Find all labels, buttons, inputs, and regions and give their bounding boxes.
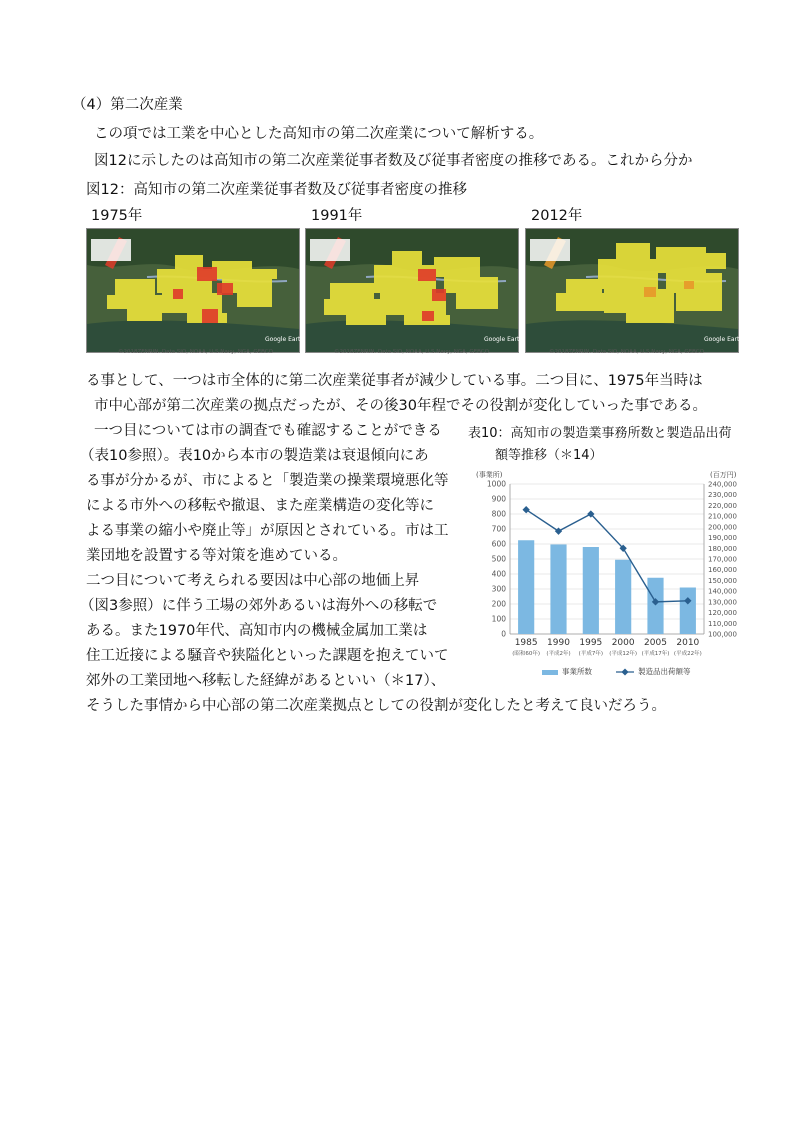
y-left-label: (事業所) bbox=[476, 471, 503, 479]
legend-label-line: 製造品出荷額等 bbox=[638, 667, 691, 676]
bar bbox=[550, 544, 566, 634]
legend-label-bar: 事業所数 bbox=[562, 667, 592, 676]
figure-caption: 図12：高知市の第二次産業従事者数及び従事者密度の推移 bbox=[86, 182, 467, 198]
data-point bbox=[555, 527, 562, 534]
x-tick-sublabel: (平成22年) bbox=[673, 651, 702, 657]
bar bbox=[583, 547, 599, 634]
body-line-7: よる事業の縮小や廃止等」が原因とされている。市は工 bbox=[86, 523, 449, 539]
body-line-4: （表10参照）。表10から本市の製造業は衰退傾向にあ bbox=[80, 448, 429, 464]
map-credit-2012: ©2018ZENRIN. Data SIO, NOAA, U.S.Navy, NGA, GEBCO bbox=[549, 349, 704, 355]
x-tick-sublabel: (平成2年) bbox=[546, 651, 571, 657]
map-watermark: Google Earth bbox=[265, 336, 305, 343]
x-tick-label: 1995 bbox=[579, 638, 603, 648]
y-left-tick-label: 600 bbox=[491, 539, 506, 549]
body-line-13: 郊外の工業団地へ移転した経緯があるといい（＊17）、 bbox=[86, 673, 446, 689]
map-panel-2012 bbox=[525, 228, 744, 353]
bar bbox=[680, 588, 696, 635]
body-line-9: 二つ目について考えられる要因は中心部の地価上昇 bbox=[86, 573, 420, 589]
y-left-tick-label: 300 bbox=[491, 584, 506, 594]
x-tick-label: 2000 bbox=[611, 638, 635, 648]
y-left-tick-label: 100 bbox=[491, 614, 506, 624]
table10-caption-1: 表10：高知市の製造業事務所数と製造品出荷 bbox=[468, 426, 732, 441]
map-credit-1975: ©2018ZENRIN. Data SIO, NOAA, U.S.Navy, NGA, GEBCO bbox=[118, 349, 273, 355]
legend-swatch-marker bbox=[621, 668, 628, 675]
y-right-tick-label: 110,000 bbox=[708, 619, 737, 628]
x-tick-label: 1985 bbox=[514, 638, 538, 648]
table10-caption-2: 額等推移（＊14） bbox=[495, 448, 603, 463]
body-line-1: る事として、一つは市全体的に第二次産業従事者が減少している事。二つ目に、1975年当時は bbox=[86, 373, 703, 389]
y-left-tick-label: 800 bbox=[491, 509, 506, 519]
body-line-8: 業団地を設置する等対策を進めている。 bbox=[86, 548, 347, 564]
panel-year-1991: 1991年 bbox=[311, 208, 363, 224]
panel-year-1975: 1975年 bbox=[91, 208, 143, 224]
body-line-10: （図3参照）に伴う工場の郊外あるいは海外への移転で bbox=[80, 598, 438, 614]
y-right-label: (百万円) bbox=[710, 471, 737, 479]
x-tick-sublabel: (平成7年) bbox=[578, 651, 603, 657]
y-right-tick-label: 130,000 bbox=[708, 598, 737, 607]
y-right-tick-label: 160,000 bbox=[708, 566, 737, 575]
map-panel-1991 bbox=[305, 228, 524, 353]
x-tick-sublabel: (平成12年) bbox=[609, 651, 638, 657]
y-left-tick-label: 400 bbox=[491, 569, 506, 579]
bar bbox=[647, 578, 663, 634]
y-right-tick-label: 120,000 bbox=[708, 609, 737, 618]
body-line-3: 一つ目については市の調査でも確認することができる bbox=[94, 423, 442, 439]
panel-year-2012: 2012年 bbox=[531, 208, 583, 224]
y-right-tick-label: 230,000 bbox=[708, 491, 737, 500]
y-left-tick-label: 900 bbox=[491, 494, 506, 504]
y-right-tick-label: 190,000 bbox=[708, 534, 737, 543]
x-tick-label: 2005 bbox=[644, 638, 667, 648]
body-line-11: ある。また1970年代、高知市内の機械金属加工業は bbox=[86, 623, 428, 639]
y-right-tick-label: 100,000 bbox=[708, 630, 737, 639]
y-right-tick-label: 220,000 bbox=[708, 501, 737, 510]
y-left-tick-label: 700 bbox=[491, 524, 506, 534]
map-watermark: Google Earth bbox=[484, 336, 524, 343]
body-line-2: 市中心部が第二次産業の拠点だったが、その後30年程でその役割が変化していった事である。 bbox=[94, 398, 707, 414]
body-line-14: そうした事情から中心部の第二次産業拠点としての役割が変化したと考えて良いだろう。 bbox=[86, 698, 666, 714]
y-right-tick-label: 240,000 bbox=[708, 480, 737, 489]
intro-line-2: 図12に示したのは高知市の第二次産業従事者数及び従事者密度の推移である。これから分か bbox=[94, 153, 693, 169]
bar bbox=[518, 540, 534, 634]
map-panel-1975 bbox=[86, 228, 305, 353]
y-right-tick-label: 140,000 bbox=[708, 587, 737, 596]
y-left-tick-label: 200 bbox=[491, 599, 506, 609]
intro-line-1: この項では工業を中心とした高知市の第二次産業について解析する。 bbox=[94, 126, 544, 142]
map-credit-1991: ©2018ZENRIN. Data SIO, NOAA, U.S.Navy, NGA, GEBCO bbox=[334, 349, 489, 355]
y-right-tick-label: 200,000 bbox=[708, 523, 737, 532]
bar bbox=[615, 560, 631, 634]
manufacturing-chart bbox=[470, 468, 750, 688]
y-right-tick-label: 180,000 bbox=[708, 544, 737, 553]
x-tick-sublabel: (平成17年) bbox=[641, 651, 670, 657]
body-line-12: 住工近接による騒音や狭隘化といった課題を抱えていて bbox=[86, 648, 449, 664]
x-tick-sublabel: (昭和60年) bbox=[512, 651, 541, 657]
body-line-6: による市外への移転や撤退、また産業構造の変化等に bbox=[86, 498, 434, 514]
y-right-tick-label: 210,000 bbox=[708, 512, 737, 521]
x-tick-label: 2010 bbox=[676, 638, 700, 648]
y-left-tick-label: 500 bbox=[491, 554, 506, 564]
data-point bbox=[522, 506, 529, 513]
y-right-tick-label: 150,000 bbox=[708, 576, 737, 585]
y-right-tick-label: 170,000 bbox=[708, 555, 737, 564]
legend-swatch-bar bbox=[542, 670, 558, 675]
map-watermark: Google Earth bbox=[704, 336, 744, 343]
y-left-tick-label: 0 bbox=[501, 629, 506, 639]
section-heading: （4）第二次産業 bbox=[72, 97, 183, 113]
y-left-tick-label: 1000 bbox=[486, 479, 506, 489]
x-tick-label: 1990 bbox=[547, 638, 570, 648]
body-line-5: る事が分かるが、市によると「製造業の操業環境悪化等 bbox=[86, 473, 449, 489]
